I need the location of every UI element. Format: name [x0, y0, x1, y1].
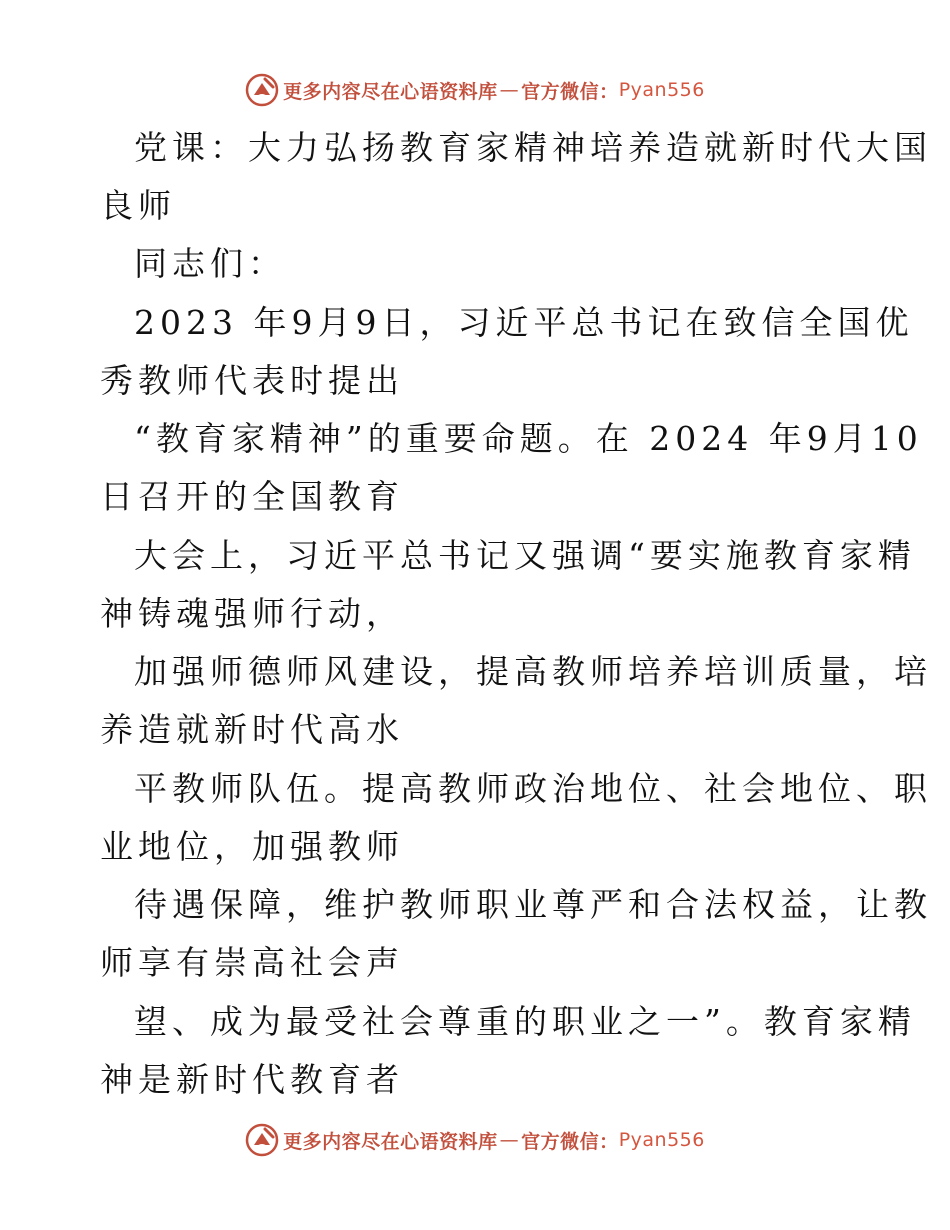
watermark-separator: —: [499, 1129, 520, 1151]
doc-paragraph-line: 日召开的全国教育: [100, 477, 404, 516]
doc-paragraph-line: 神是新时代教育者: [100, 1060, 404, 1099]
watermark-main-text: 更多内容尽在心语资料库: [283, 80, 498, 103]
doc-paragraph-line: 望、成为最受社会尊重的职业之一”。教育家精: [134, 1002, 916, 1041]
header-watermark: [0, 70, 950, 110]
doc-title-line-1: 党课：大力弘扬教育家精神培养造就新时代大国: [134, 128, 932, 167]
doc-paragraph-line: 平教师队伍。提高教师政治地位、社会地位、职: [134, 769, 932, 808]
watermark-wechat-label: 官方微信：: [521, 1130, 619, 1153]
doc-paragraph-line: 待遇保障，维护教师职业尊严和合法权益，让教: [134, 885, 932, 924]
book-pen-logo-icon: [245, 1123, 279, 1157]
doc-paragraph-line: 养造就新时代高水: [100, 710, 404, 749]
doc-paragraph-line: 2023 年9月9日，习近平总书记在致信全国优: [134, 303, 914, 342]
footer-watermark: [0, 1120, 950, 1160]
doc-paragraph-line: 师享有崇高社会声: [100, 943, 404, 982]
watermark-wechat-id: Pyan556: [618, 79, 705, 101]
doc-paragraph-line: 秀教师代表时提出: [100, 361, 404, 400]
watermark-wechat-label: 官方微信：: [521, 80, 619, 103]
doc-paragraph-line: 业地位，加强教师: [100, 827, 404, 866]
doc-paragraph-line: 加强师德师风建设，提高教师培养培训质量，培: [134, 652, 932, 691]
book-pen-logo-icon: [245, 73, 279, 107]
watermark-main-text: 更多内容尽在心语资料库: [283, 1130, 498, 1153]
watermark-separator: —: [499, 79, 520, 101]
doc-salutation: 同志们：: [134, 244, 286, 283]
doc-paragraph-line: “教育家精神”的重要命题。在 2024 年9月10: [134, 419, 923, 458]
doc-paragraph-line: 大会上，习近平总书记又强调“要实施教育家精: [134, 536, 916, 575]
watermark-wechat-id: Pyan556: [618, 1129, 705, 1151]
doc-title-line-2: 良师: [100, 186, 176, 225]
doc-paragraph-line: 神铸魂强师行动，: [100, 594, 404, 633]
